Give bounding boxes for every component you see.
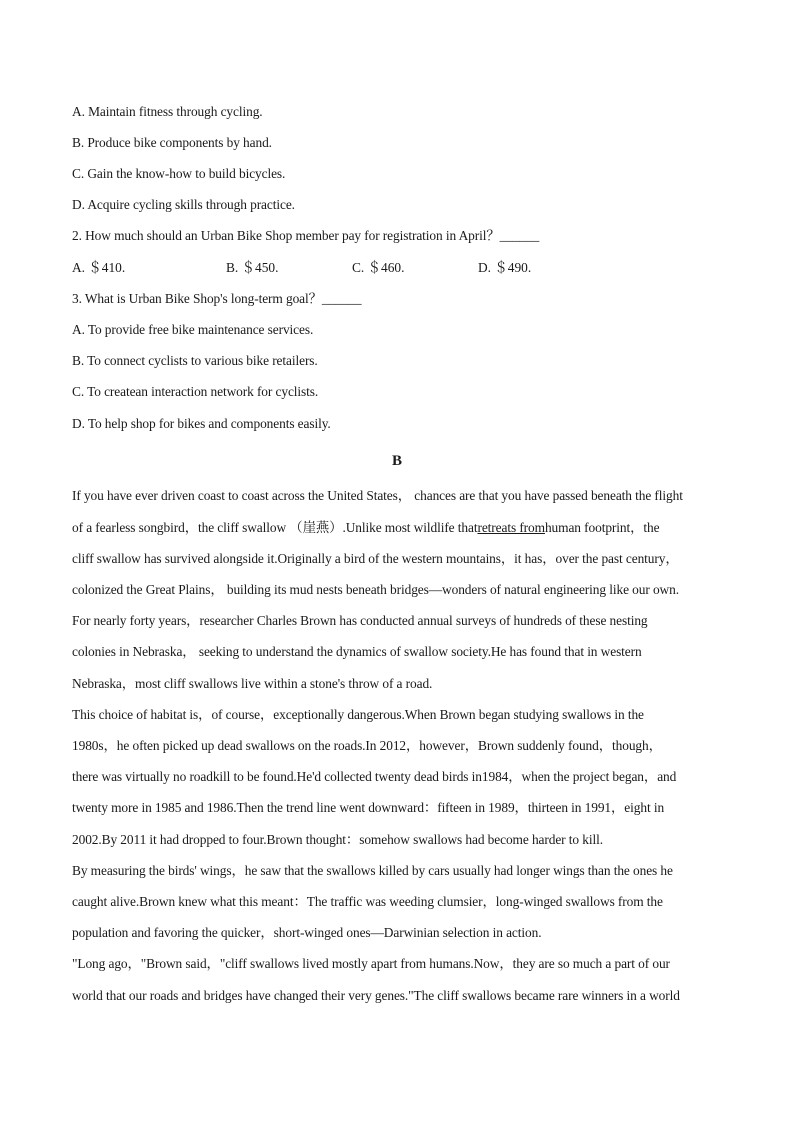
passage-line: This choice of habitat is，of course，exceptionally dangerous.When Brown began studying swallows in the [72, 707, 644, 722]
q1-option-c: C. Gain the know-how to build bicycles. [72, 166, 286, 181]
q2-option-c: C. ＄460. [352, 260, 405, 275]
passage-line: world that our roads and bridges have changed their very genes."The cliff swallows became rare winners in a world [72, 988, 680, 1003]
passage-line: cliff swallow has survived alongside it.Originally a bird of the western mountains，it has，over the past century， [72, 551, 679, 566]
q1-option-a: A. Maintain fitness through cycling. [72, 104, 263, 119]
passage-line: 2002.By 2011 it had dropped to four.Brown thought：somehow swallows had become harder to kill. [72, 832, 603, 847]
q3-option-b: B. To connect cyclists to various bike retailers. [72, 353, 318, 368]
passage-text: human footprint，the [544, 520, 660, 535]
passage-line: If you have ever driven coast to coast across the United States， chances are that you have passed beneath the flight [72, 488, 683, 503]
q3-option-a: A. To provide free bike maintenance services. [72, 322, 314, 337]
underlined-phrase: retreats from [477, 520, 545, 535]
passage-line: twenty more in 1985 and 1986.Then the trend line went downward：fifteen in 1989，thirteen in 1991，eight in [72, 800, 665, 815]
q2-option-a: A. ＄410. [72, 260, 126, 275]
passage-line [72, 520, 659, 536]
q3-option-d: D. To help shop for bikes and components easily. [72, 416, 331, 431]
q2-option-d: D. ＄490. [478, 260, 532, 275]
passage-line: "Long ago，"Brown said，"cliff swallows lived mostly apart from humans.Now，they are so much a part of our [72, 956, 670, 971]
passage-line: By measuring the birds' wings，he saw that the swallows killed by cars usually had longer wings than the ones he [72, 863, 673, 878]
q3-question: 3. What is Urban Bike Shop's long-term goal？______ [72, 291, 362, 306]
section-heading: B [391, 453, 402, 469]
q1-option-d: D. Acquire cycling skills through practice. [72, 197, 295, 212]
passage-line: population and favoring the quicker，short-winged ones—Darwinian selection in action. [72, 925, 542, 940]
passage-line: For nearly forty years，researcher Charles Brown has conducted annual surveys of hundreds of these nesting [72, 613, 648, 628]
q3-option-c: C. To createan interaction network for cyclists. [72, 384, 319, 399]
q2-question: 2. How much should an Urban Bike Shop member pay for registration in April？______ [72, 228, 540, 243]
q1-option-b: B. Produce bike components by hand. [72, 135, 272, 150]
passage-line: 1980s，he often picked up dead swallows on the roads.In 2012，however，Brown suddenly found，though， [72, 738, 662, 753]
passage-line: colonized the Great Plains， building its mud nests beneath bridges—wonders of natural engineering like our own. [72, 582, 679, 597]
q2-option-b: B. ＄450. [226, 260, 279, 275]
passage-line: Nebraska，most cliff swallows live within a stone's throw of a road. [72, 676, 433, 691]
passage-line: there was virtually no roadkill to be found.He'd collected twenty dead birds in1984，when the project began，and [72, 769, 677, 784]
passage-text: of a fearless songbird，the cliff swallow （崖燕）.Unlike most wildlife that [72, 520, 478, 535]
passage-line: caught alive.Brown knew what this meant：The traffic was weeding clumsier，long-winged swallows from the [72, 894, 663, 909]
passage-line: colonies in Nebraska， seeking to understand the dynamics of swallow society.He has found that in western [72, 644, 642, 659]
